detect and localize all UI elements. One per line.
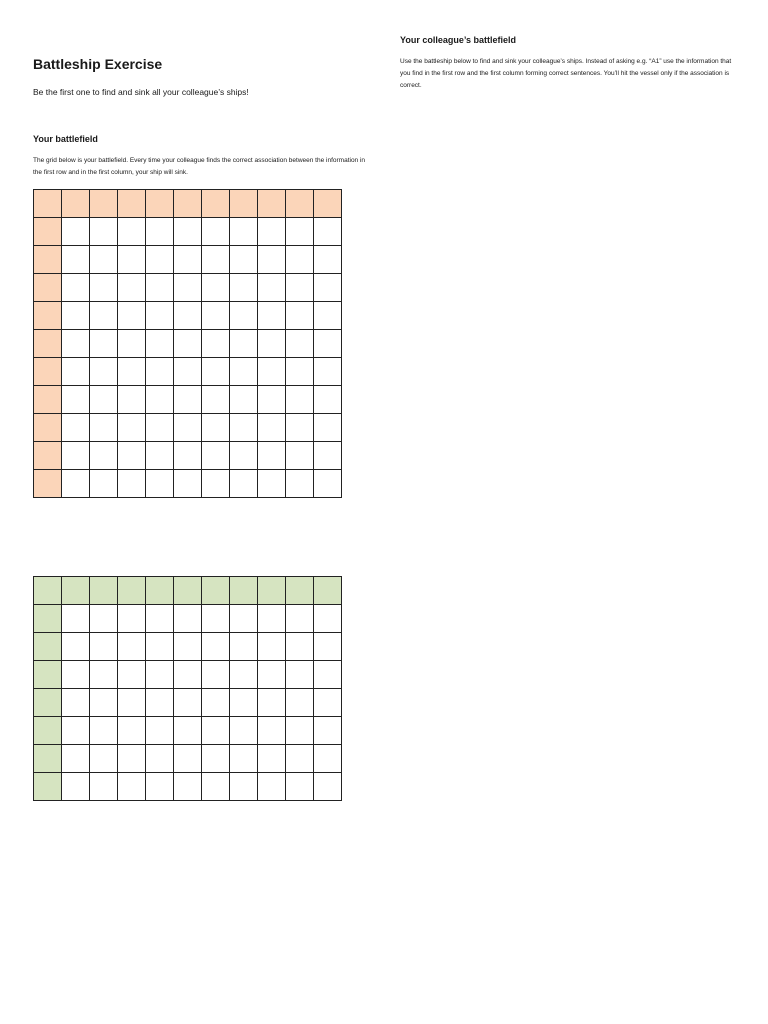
grid-cell[interactable] [230,414,258,442]
grid-cell[interactable] [286,358,314,386]
grid-cell[interactable] [230,661,258,689]
grid-cell[interactable] [62,605,90,633]
grid-row-header-cell [34,274,62,302]
grid-cell[interactable] [230,218,258,246]
grid-cell[interactable] [90,330,118,358]
grid-cell[interactable] [202,218,230,246]
grid-cell[interactable] [146,633,174,661]
grid-cell[interactable] [230,274,258,302]
grid-header-cell [258,577,286,605]
grid-cell[interactable] [258,302,286,330]
grid-cell[interactable] [314,442,342,470]
grid-cell[interactable] [174,745,202,773]
grid-cell[interactable] [314,717,342,745]
grid-cell[interactable] [314,358,342,386]
grid-cell[interactable] [258,442,286,470]
grid-cell[interactable] [286,218,314,246]
grid-cell[interactable] [202,386,230,414]
grid-cell[interactable] [286,386,314,414]
grid-cell[interactable] [62,414,90,442]
grid-cell[interactable] [174,386,202,414]
grid-cell[interactable] [286,717,314,745]
grid-header-cell [230,190,258,218]
grid-cell[interactable] [174,773,202,801]
grid-cell[interactable] [258,717,286,745]
grid-cell[interactable] [286,274,314,302]
grid-cell[interactable] [314,330,342,358]
grid-cell[interactable] [62,633,90,661]
grid-row [34,442,342,470]
grid-cell[interactable] [314,773,342,801]
grid-row-header-cell [34,414,62,442]
grid-row [34,302,342,330]
colleague-battlefield-grid [33,576,342,801]
grid-cell[interactable] [90,442,118,470]
your-battlefield-instructions: The grid below is your battlefield. Every time your colleague finds the correct association between the information in the first row and in the first column, your ship will sink. [33,157,366,176]
grid-header-cell [90,577,118,605]
grid-cell[interactable] [146,358,174,386]
grid-cell[interactable] [258,470,286,498]
grid-row-header-cell [34,633,62,661]
grid-header-cell [258,190,286,218]
grid-cell[interactable] [174,302,202,330]
grid-cell[interactable] [146,745,174,773]
grid-cell[interactable] [62,689,90,717]
grid-row-header-cell [34,302,62,330]
grid-cell[interactable] [202,773,230,801]
grid-cell[interactable] [202,330,230,358]
grid-cell[interactable] [286,414,314,442]
grid-cell[interactable] [118,689,146,717]
grid-header-cell [230,577,258,605]
grid-cell[interactable] [62,246,90,274]
grid-cell[interactable] [286,773,314,801]
grid-cell[interactable] [314,605,342,633]
grid-cell[interactable] [90,633,118,661]
grid-cell[interactable] [202,302,230,330]
grid-header-cell [286,190,314,218]
grid-cell[interactable] [90,605,118,633]
grid-row-header-cell [34,470,62,498]
grid-cell[interactable] [314,386,342,414]
your-battlefield-heading: Your battlefield [33,134,98,144]
grid-cell[interactable] [202,470,230,498]
grid-row [34,773,342,801]
grid-row-header-cell [34,246,62,274]
grid-header-cell [202,190,230,218]
grid-cell[interactable] [62,717,90,745]
grid-cell[interactable] [90,745,118,773]
grid-row [34,605,342,633]
grid-row-header-cell [34,605,62,633]
grid-row [34,633,342,661]
grid-cell[interactable] [286,330,314,358]
grid-cell[interactable] [286,745,314,773]
grid-row-header-cell [34,386,62,414]
grid-cell[interactable] [230,633,258,661]
grid-cell[interactable] [146,218,174,246]
grid-cell[interactable] [174,414,202,442]
colleague-battlefield-instructions: Use the battleship below to find and sink your colleague’s ships. Instead of asking e.g. “A1” use the information that you find in the first row and the first column forming correct sentences. You’ll hit the vessel only if the association is correct. [400,58,732,89]
grid-row [34,218,342,246]
grid-header-cell [286,577,314,605]
grid-cell[interactable] [258,358,286,386]
grid-cell[interactable] [230,246,258,274]
grid-cell[interactable] [118,330,146,358]
grid-row [34,358,342,386]
grid-cell[interactable] [118,470,146,498]
grid-cell[interactable] [62,470,90,498]
grid-cell[interactable] [90,773,118,801]
page-title: Battleship Exercise [33,56,163,72]
grid-cell[interactable] [202,442,230,470]
grid-cell[interactable] [230,745,258,773]
grid-cell[interactable] [118,218,146,246]
grid-row-header-cell [34,717,62,745]
grid-cell[interactable] [118,745,146,773]
grid-cell[interactable] [118,246,146,274]
grid-cell[interactable] [118,633,146,661]
grid-cell[interactable] [62,442,90,470]
grid-header-cell [90,190,118,218]
grid-cell[interactable] [90,717,118,745]
grid-cell[interactable] [146,386,174,414]
grid-cell[interactable] [314,689,342,717]
grid-cell[interactable] [258,605,286,633]
grid-header-cell [202,577,230,605]
grid-cell[interactable] [146,689,174,717]
grid-cell[interactable] [118,386,146,414]
grid-cell[interactable] [314,302,342,330]
grid-cell[interactable] [314,661,342,689]
grid-cell[interactable] [146,717,174,745]
grid-cell[interactable] [314,246,342,274]
grid-header-cell [62,577,90,605]
grid-cell[interactable] [118,302,146,330]
grid-cell[interactable] [146,661,174,689]
grid-cell[interactable] [146,773,174,801]
grid-cell[interactable] [286,633,314,661]
grid-cell[interactable] [146,330,174,358]
grid-cell[interactable] [258,633,286,661]
grid-cell[interactable] [230,330,258,358]
grid-cell[interactable] [90,386,118,414]
grid-cell[interactable] [90,274,118,302]
grid-cell[interactable] [174,218,202,246]
grid-header-cell [314,190,342,218]
grid-row [34,190,342,218]
grid-cell[interactable] [90,302,118,330]
grid-cell[interactable] [230,358,258,386]
grid-cell[interactable] [258,330,286,358]
grid-cell[interactable] [258,689,286,717]
grid-cell[interactable] [62,218,90,246]
grid-row [34,577,342,605]
grid-cell[interactable] [146,274,174,302]
grid-header-cell [174,577,202,605]
grid-cell[interactable] [202,358,230,386]
grid-header-cell [62,190,90,218]
grid-cell[interactable] [174,274,202,302]
grid-cell[interactable] [202,661,230,689]
grid-cell[interactable] [62,358,90,386]
grid-cell[interactable] [314,218,342,246]
grid-row [34,689,342,717]
grid-cell[interactable] [230,386,258,414]
grid-cell[interactable] [90,218,118,246]
grid-row [34,717,342,745]
grid-header-cell [34,190,62,218]
grid-cell[interactable] [286,605,314,633]
grid-row-header-cell [34,661,62,689]
grid-cell[interactable] [258,246,286,274]
grid-cell[interactable] [174,717,202,745]
grid-cell[interactable] [258,661,286,689]
grid-row [34,470,342,498]
grid-cell[interactable] [118,773,146,801]
grid-cell[interactable] [286,470,314,498]
grid-cell[interactable] [202,605,230,633]
grid-cell[interactable] [286,661,314,689]
grid-cell[interactable] [230,717,258,745]
grid-cell[interactable] [174,246,202,274]
grid-cell[interactable] [146,302,174,330]
grid-header-cell [146,577,174,605]
grid-cell[interactable] [286,246,314,274]
grid-cell[interactable] [62,745,90,773]
grid-cell[interactable] [314,745,342,773]
grid-cell[interactable] [90,661,118,689]
grid-cell[interactable] [230,689,258,717]
grid-cell[interactable] [202,246,230,274]
grid-cell[interactable] [230,302,258,330]
grid-cell[interactable] [90,470,118,498]
grid-row [34,330,342,358]
grid-cell[interactable] [118,442,146,470]
grid-cell[interactable] [174,358,202,386]
grid-cell[interactable] [62,661,90,689]
grid-cell[interactable] [258,274,286,302]
grid-row [34,661,342,689]
your-battlefield-grid [33,189,342,498]
grid-cell[interactable] [62,274,90,302]
grid-cell[interactable] [146,470,174,498]
grid-cell[interactable] [258,745,286,773]
grid-cell[interactable] [62,773,90,801]
grid-row-header-cell [34,689,62,717]
grid-cell[interactable] [90,689,118,717]
grid-cell[interactable] [118,358,146,386]
grid-row-header-cell [34,442,62,470]
grid-cell[interactable] [202,745,230,773]
grid-cell[interactable] [174,605,202,633]
grid-row-header-cell [34,745,62,773]
grid-cell[interactable] [258,386,286,414]
grid-cell[interactable] [202,274,230,302]
grid-row [34,745,342,773]
grid-cell[interactable] [146,605,174,633]
page-subtitle: Be the first one to find and sink all your colleague’s ships! [33,87,249,97]
grid-cell[interactable] [174,442,202,470]
grid-row [34,246,342,274]
grid-cell[interactable] [118,661,146,689]
grid-cell[interactable] [90,414,118,442]
grid-cell[interactable] [174,661,202,689]
grid-header-cell [174,190,202,218]
grid-cell[interactable] [230,605,258,633]
grid-row-header-cell [34,358,62,386]
grid-cell[interactable] [230,470,258,498]
grid-cell[interactable] [258,218,286,246]
grid-row [34,414,342,442]
grid-cell[interactable] [202,689,230,717]
grid-cell[interactable] [146,246,174,274]
grid-row-header-cell [34,218,62,246]
grid-cell[interactable] [174,470,202,498]
grid-cell[interactable] [174,330,202,358]
grid-cell[interactable] [314,470,342,498]
grid-row-header-cell [34,773,62,801]
grid-row-header-cell [34,330,62,358]
grid-cell[interactable] [314,274,342,302]
grid-cell[interactable] [62,386,90,414]
grid-header-cell [118,190,146,218]
grid-header-cell [118,577,146,605]
grid-cell[interactable] [230,773,258,801]
grid-cell[interactable] [90,246,118,274]
grid-cell[interactable] [202,717,230,745]
grid-cell[interactable] [62,302,90,330]
grid-cell[interactable] [118,414,146,442]
grid-cell[interactable] [258,414,286,442]
grid-cell[interactable] [62,330,90,358]
grid-cell[interactable] [286,689,314,717]
grid-header-cell [146,190,174,218]
grid-cell[interactable] [202,414,230,442]
grid-cell[interactable] [202,633,230,661]
grid-cell[interactable] [146,442,174,470]
grid-header-cell [314,577,342,605]
grid-cell[interactable] [286,302,314,330]
grid-cell[interactable] [118,717,146,745]
grid-cell[interactable] [90,358,118,386]
grid-cell[interactable] [118,274,146,302]
grid-cell[interactable] [314,414,342,442]
grid-header-cell [34,577,62,605]
grid-cell[interactable] [230,442,258,470]
grid-cell[interactable] [146,414,174,442]
grid-row [34,386,342,414]
grid-cell[interactable] [314,633,342,661]
grid-cell[interactable] [174,689,202,717]
grid-row [34,274,342,302]
colleague-battlefield-heading: Your colleague’s battlefield [400,35,517,45]
grid-cell[interactable] [286,442,314,470]
grid-cell[interactable] [174,633,202,661]
grid-cell[interactable] [258,773,286,801]
grid-cell[interactable] [118,605,146,633]
